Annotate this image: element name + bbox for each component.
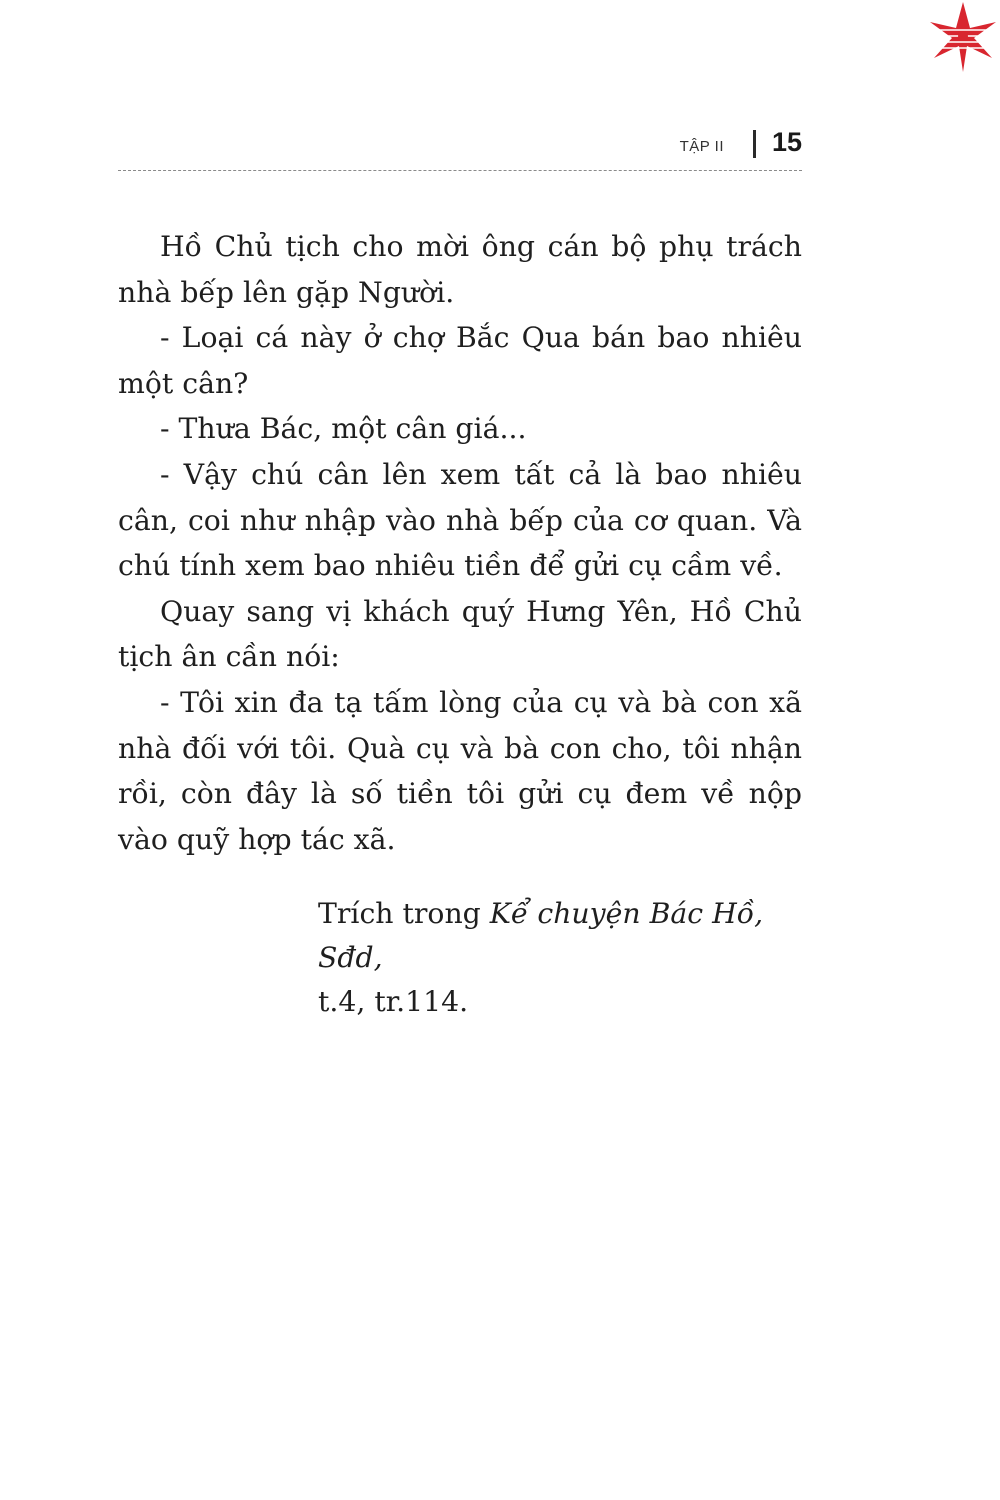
header-separator xyxy=(753,130,756,158)
citation-title: Kể chuyện Bác Hồ, Sđd, xyxy=(318,897,764,974)
paragraph: Hồ Chủ tịch cho mời ông cán bộ phụ trách nhà bếp lên gặp Người. xyxy=(118,230,802,309)
paragraph: - Vậy chú cân lên xem tất cả là bao nhiêu cân, coi như nhập vào nhà bếp của cơ quan. Và chú tính xem bao nhiêu tiền để gửi cụ cầm về. xyxy=(118,457,802,583)
running-header xyxy=(118,124,802,171)
paragraph: - Loại cá này ở chợ Bắc Qua bán bao nhiêu một cân? xyxy=(118,321,802,400)
citation-prefix: Trích trong xyxy=(318,897,490,930)
paragraph: Quay sang vị khách quý Hưng Yên, Hồ Chủ tịch ân cần nói: xyxy=(118,594,802,674)
page-number: 15 xyxy=(771,127,802,157)
publisher-logo-icon xyxy=(926,0,1000,74)
paragraph: - Thưa Bác, một cân giá... xyxy=(160,412,527,446)
source-citation xyxy=(318,892,808,1024)
citation-details: t.4, tr.114. xyxy=(318,985,469,1018)
body-text xyxy=(118,224,802,862)
paragraph: - Tôi xin đa tạ tấm lòng của cụ và bà con xã nhà đối với tôi. Quà cụ và bà con cho, tôi nhận rồi, còn đây là số tiền tôi gửi cụ đem về nộp vào quỹ hợp tác xã. xyxy=(118,685,802,856)
volume-label: TẬP II xyxy=(679,138,724,155)
